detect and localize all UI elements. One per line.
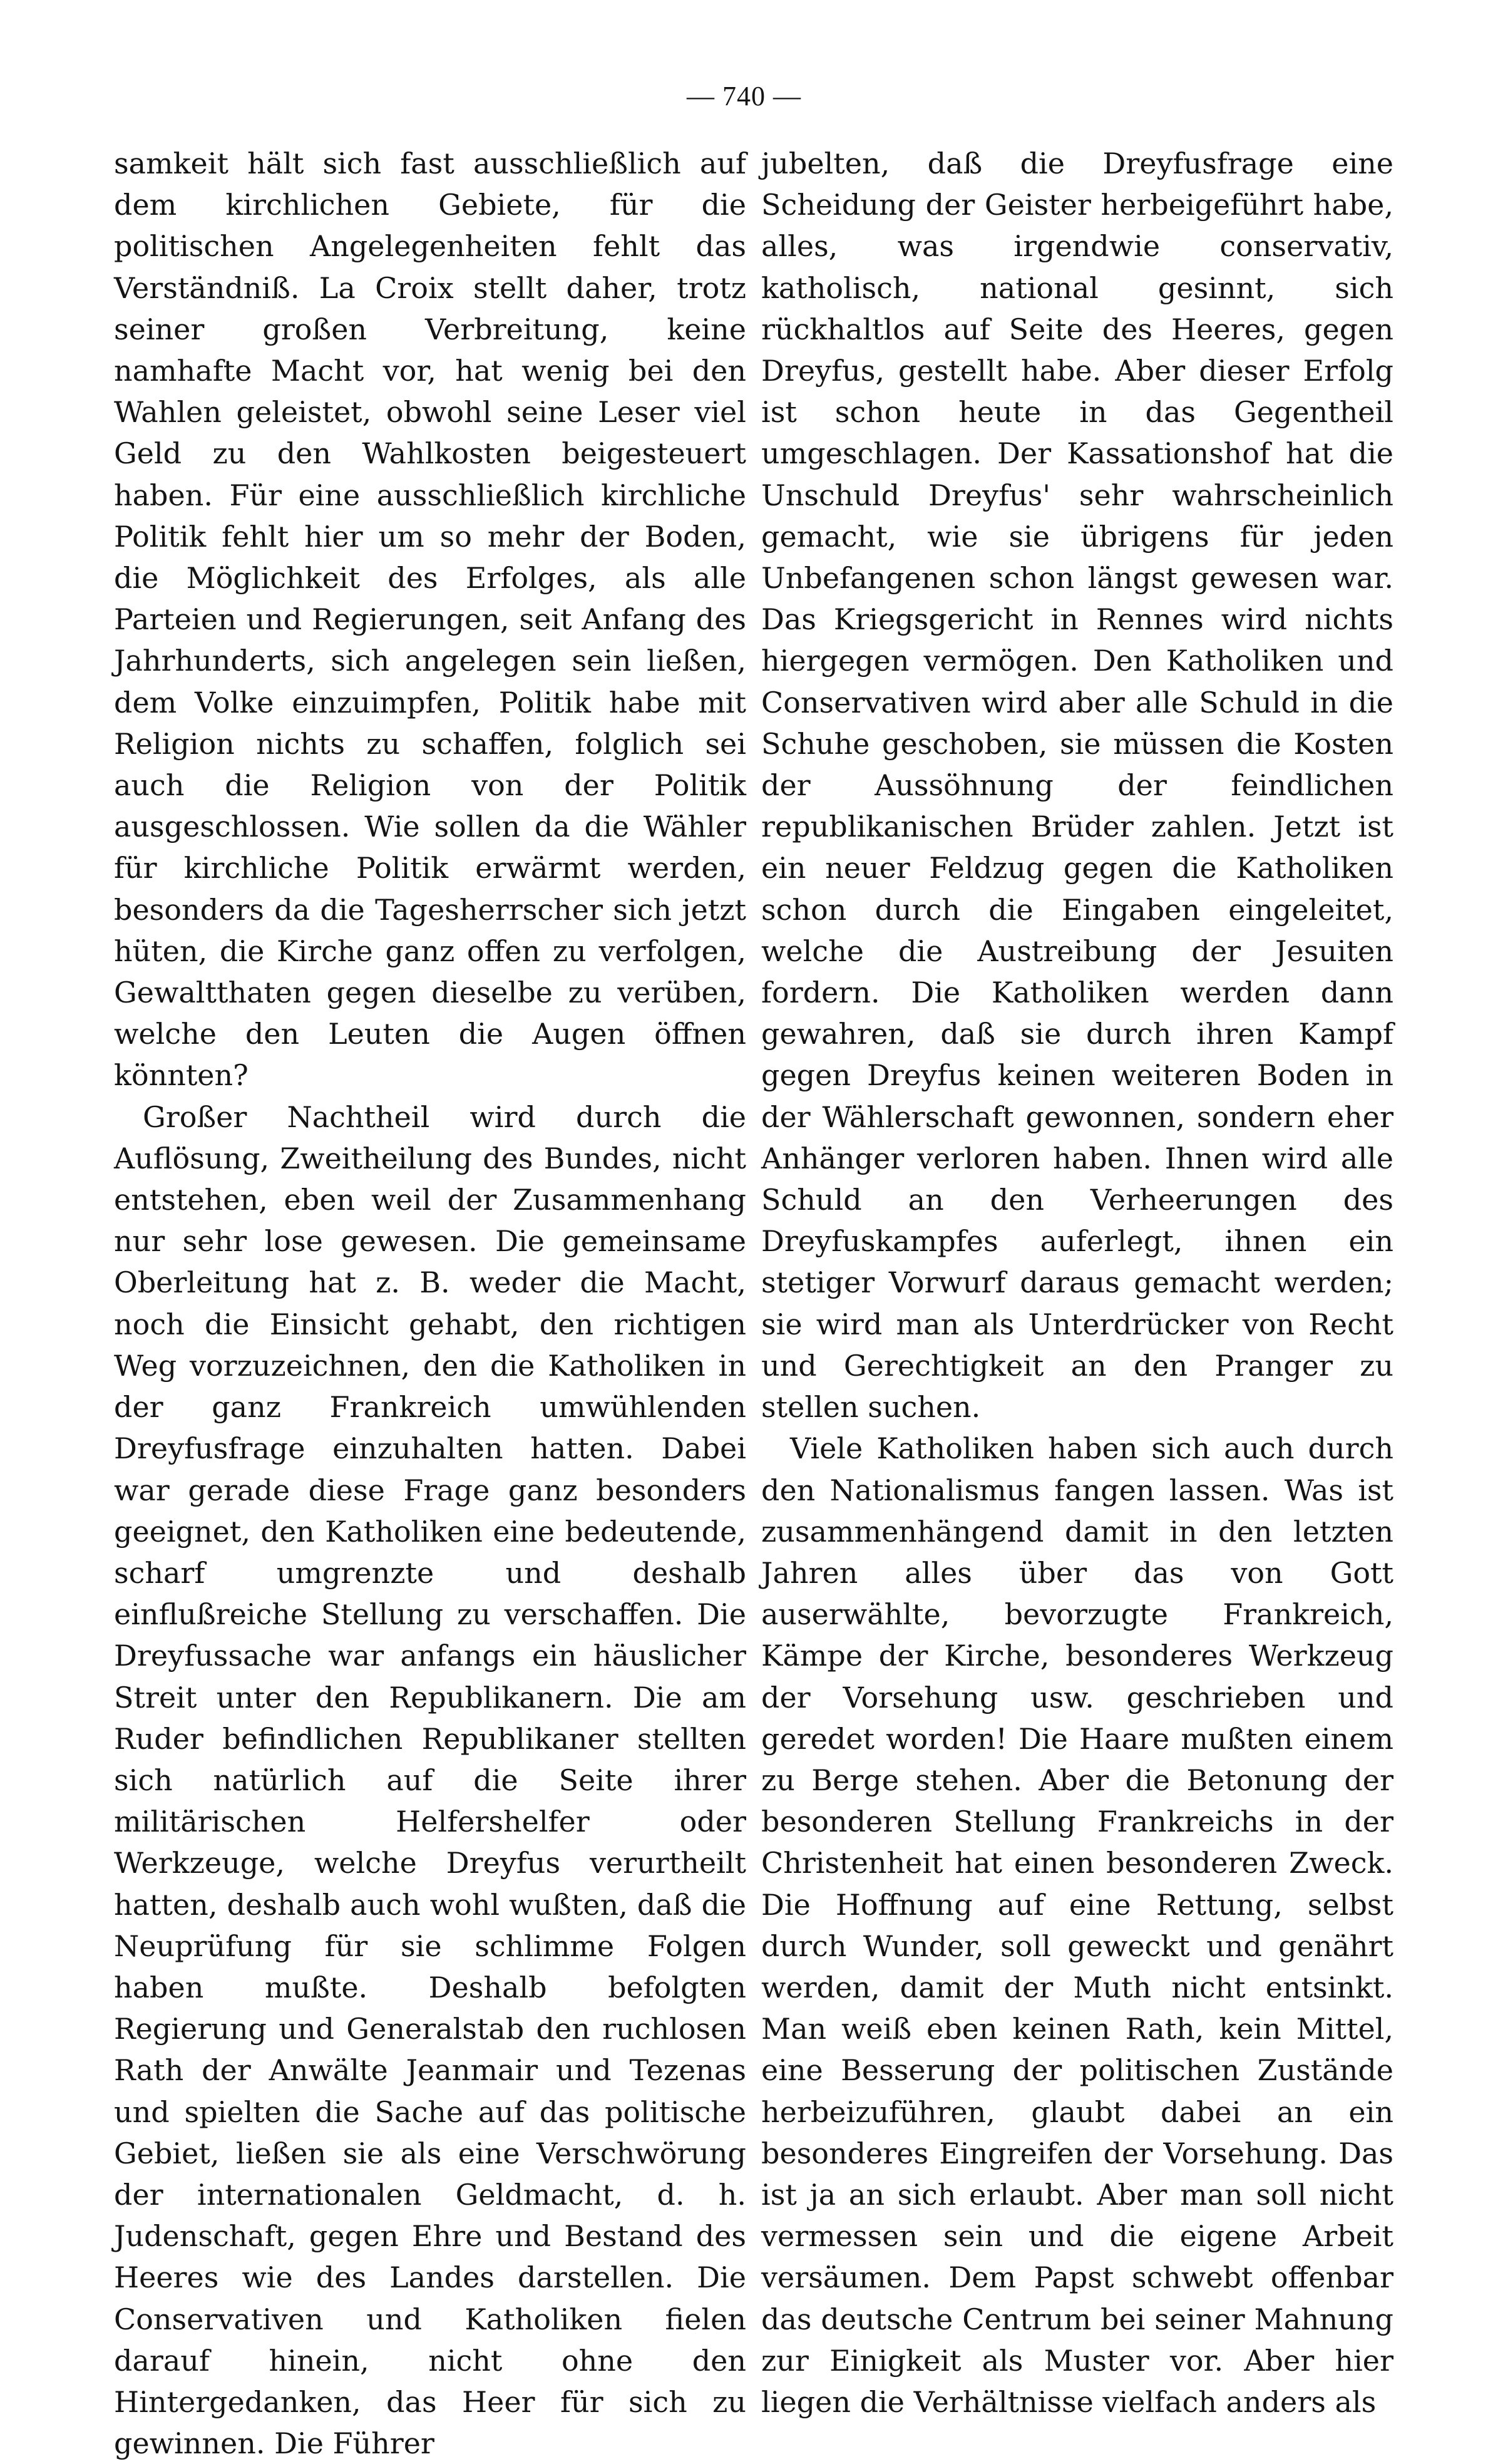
paragraph: Großer Nachtheil wird durch die Auflösung, Zweitheilung des Bundes, nicht entstehen, eben weil der Zusammenhang nur sehr lose gewesen. Die gemeinsame Oberleitung hat z. B. weder die Macht, noch die Einsicht gehabt, den richtigen Weg vorzuzeichnen, den die Katholiken in der ganz Frankreich umwühlenden Dreyfusfrage einzuhalten hatten. Dabei war gerade diese Frage ganz besonders geeignet, den Katholiken eine bedeutende, scharf umgrenzte und deshalb einflußreiche Stellung zu verschaffen. Die Dreyfussache war anfangs ein häuslicher Streit unter den Republikanern. Die am Ruder befindlichen Republikaner stellten sich natürlich auf die Seite ihrer militärischen Helfershelfer oder Werkzeuge, welche Dreyfus verurtheilt hatten, deshalb auch wohl wußten, daß die Neuprüfung für sie schlimme Folgen haben mußte. Deshalb befolgten Regierung und Generalstab den ruchlosen Rath der Anwälte Jeanmair und Tezenas und spielten die Sache auf das politische Gebiet, ließen sie als eine Verschwörung der internationalen Geldmacht, d. h. Judenschaft, gegen Ehre und Bestand des Heeres wie des Landes darstellen. Die Conservativen und Katholiken fielen darauf hinein, nicht ohne den Hintergedanken, das Heer für sich zu gewinnen. Die Führer (114, 1100, 746, 2461)
page-number: — 740 — (687, 81, 801, 111)
left-column (114, 143, 746, 2464)
paragraph: Viele Katholiken haben sich auch durch den Nationalismus fangen lassen. Was ist zusammenhängend damit in den letzten Jahren alles über das von Gott auserwählte, bevorzugte Frankreich, Kämpe der Kirche, besonderes Werkzeug der Vorsehung usw. geschrieben und geredet worden! Die Haare mußten einem zu Berge stehen. Aber die Betonung der besonderen Stellung Frankreichs in der Christenheit hat einen besonderen Zweck. Die Hoffnung auf eine Rettung, selbst durch Wunder, soll geweckt und genährt werden, damit der Muth nicht entsinkt. Man weiß eben keinen Rath, kein Mittel, eine Besserung der politischen Zustände herbeizuführen, glaubt dabei an ein besonderes Eingreifen der Vorsehung. Das ist ja an sich erlaubt. Aber man soll nicht vermessen sein und die eigene Arbeit versäumen. Dem Papst schwebt offenbar das deutsche Centrum bei seiner Mahnung zur Einigkeit als Muster vor. Aber hier liegen die Verhältnisse vielfach anders als (761, 1431, 1393, 2419)
right-column (761, 143, 1393, 2423)
paragraph: jubelten, daß die Dreyfusfrage eine Scheidung der Geister herbeigeführt habe, alles, was irgendwie conservativ, katholisch, national gesinnt, sich rückhaltlos auf Seite des Heeres, gegen Dreyfus, gestellt habe. Aber dieser Erfolg ist schon heute in das Gegentheil umgeschlagen. Der Kassationshof hat die Unschuld Dreyfus' sehr wahrscheinlich gemacht, wie sie übrigens für jeden Unbefangenen schon längst gewesen war. Das Kriegsgericht in Rennes wird nichts hiergegen vermögen. Den Katholiken und Conservativen wird aber alle Schuld in die Schuhe geschoben, sie müssen die Kosten der Aussöhnung der feindlichen republikanischen Brüder zahlen. Jetzt ist ein neuer Feldzug gegen die Katholiken schon durch die Eingaben eingeleitet, welche die Austreibung der Jesuiten fordern. Die Katholiken werden dann gewahren, daß sie durch ihren Kampf gegen Dreyfus keinen weiteren Boden in der Wählerschaft gewonnen, sondern eher Anhänger verloren haben. Ihnen wird alle Schuld an den Verheerungen des Dreyfuskampfes auferlegt, ihnen ein stetiger Vorwurf daraus gemacht werden; sie wird man als Unterdrücker von Recht und Gerechtigkeit an den Pranger zu stellen suchen. (761, 147, 1393, 1425)
paragraph: samkeit hält sich fast ausschließlich auf dem kirchlichen Gebiete, für die politischen Angelegenheiten fehlt das Verständniß. La Croix stellt daher, trotz seiner großen Verbreitung, keine namhafte Macht vor, hat wenig bei den Wahlen geleistet, obwohl seine Leser viel Geld zu den Wahlkosten beigesteuert haben. Für eine ausschließlich kirchliche Politik fehlt hier um so mehr der Boden, die Möglichkeit des Erfolges, als alle Parteien und Regierungen, seit Anfang des Jahrhunderts, sich angelegen sein ließen, dem Volke einzuimpfen, Politik habe mit Religion nichts zu schaffen, folglich sei auch die Religion von der Politik ausgeschlossen. Wie sollen da die Wähler für kirchliche Politik erwärmt werden, besonders da die Tagesherrscher sich jetzt hüten, die Kirche ganz offen zu verfolgen, Gewaltthaten gegen dieselbe zu verüben, welche den Leuten die Augen öffnen könnten? (114, 147, 746, 1093)
